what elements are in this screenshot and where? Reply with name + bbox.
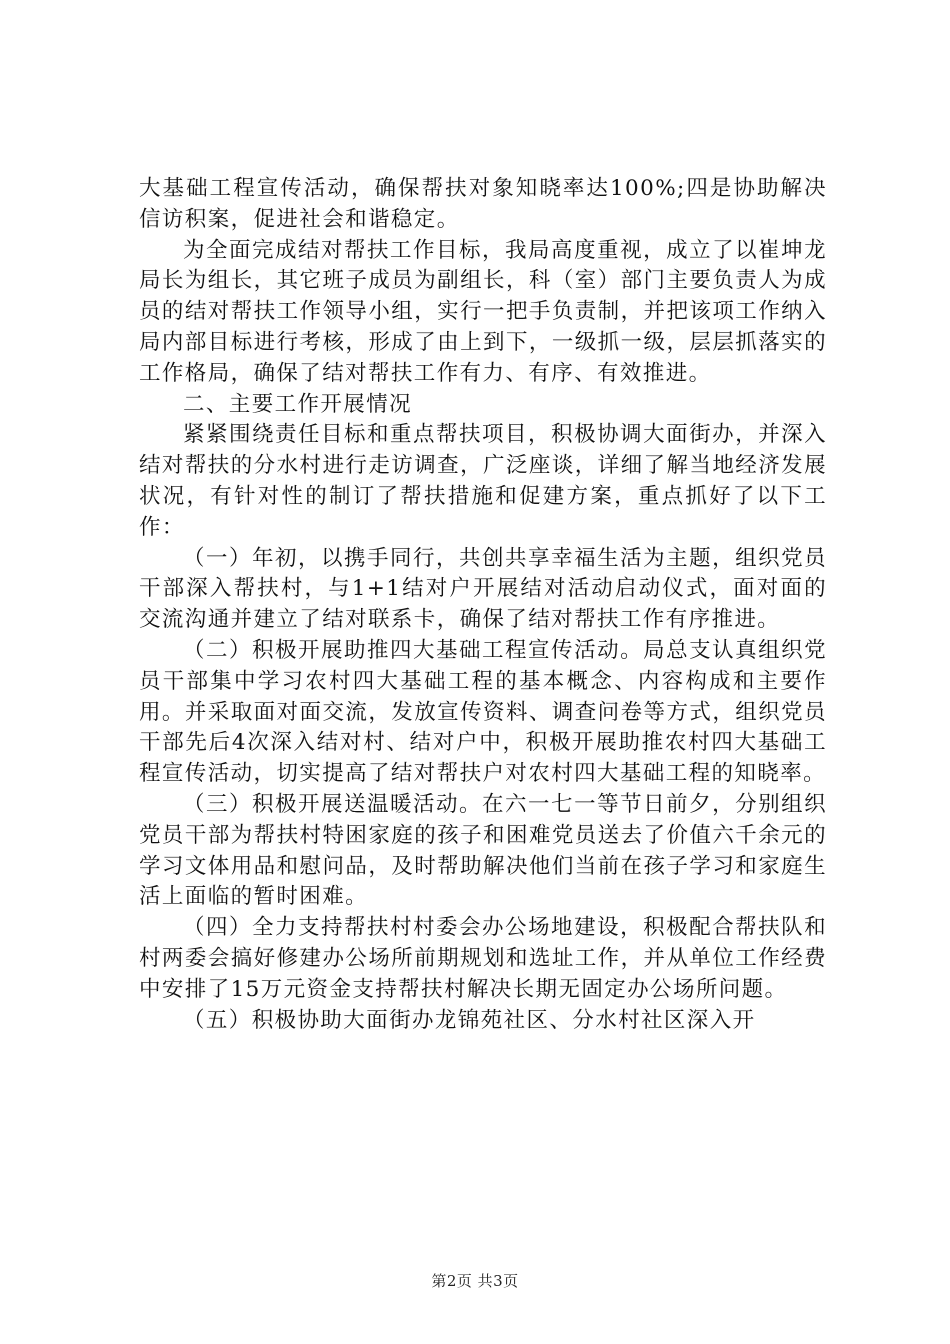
paragraph: （四）全力支持帮扶村村委会办公场地建设，积极配合帮扶队和村两委会搞好修建办公场所前期规划和选址工作，并从单位工作经费中安排了15万元资金支持帮扶村解决长期无固定办公场所问题。: [139, 915, 827, 1002]
paragraph: 为全面完成结对帮扶工作目标，我局高度重视，成立了以崔坤龙局长为组长，其它班子成员为副组长，科（室）部门主要负责人为成员的结对帮扶工作领导小组，实行一把手负责制，并把该项工作纳入局内部目标进行考核，形成了由上到下，一级抓一级，层层抓落实的工作格局，确保了结对帮扶工作有力、有序、有效推进。: [139, 237, 827, 386]
paragraph: （一）年初，以携手同行，共创共享幸福生活为主题，组织党员干部深入帮扶村，与1+1结对户开展结对活动启动仪式，面对面的交流沟通并建立了结对联系卡，确保了结对帮扶工作有序推进。: [139, 545, 827, 633]
section-heading: 二、主要工作开展情况: [183, 391, 413, 417]
paragraph: （三）积极开展送温暖活动。在六一七一等节日前夕，分别组织党员干部为帮扶村特困家庭的孩子和困难党员送去了价值六千余元的学习文体用品和慰问品，及时帮助解决他们当前在孩子学习和家庭生活上面临的暂时困难。: [139, 791, 827, 910]
page-footer: 第2页 共3页: [431, 1272, 519, 1290]
document-body: [139, 174, 827, 1036]
paragraph: （二）积极开展助推四大基础工程宣传活动。局总支认真组织党员干部集中学习农村四大基础工程的基本概念、内容构成和主要作用。并采取面对面交流，发放宣传资料、调查问卷等方式，组织党员干部先后4次深入结对村、结对户中，积极开展助推农村四大基础工程宣传活动，切实提高了结对帮扶户对农村四大基础工程的知晓率。: [139, 637, 827, 787]
paragraph: 紧紧围绕责任目标和重点帮扶项目，积极协调大面街办，并深入结对帮扶的分水村进行走访调查，广泛座谈，详细了解当地经济发展状况，有针对性的制订了帮扶措施和促建方案，重点抓好了以下工作：: [139, 422, 827, 540]
paragraph: 大基础工程宣传活动，确保帮扶对象知晓率达100%;四是协助解决信访积案，促进社会和谐稳定。: [139, 176, 827, 232]
paragraph: （五）积极协助大面街办龙锦苑社区、分水村社区深入开: [183, 1007, 756, 1033]
